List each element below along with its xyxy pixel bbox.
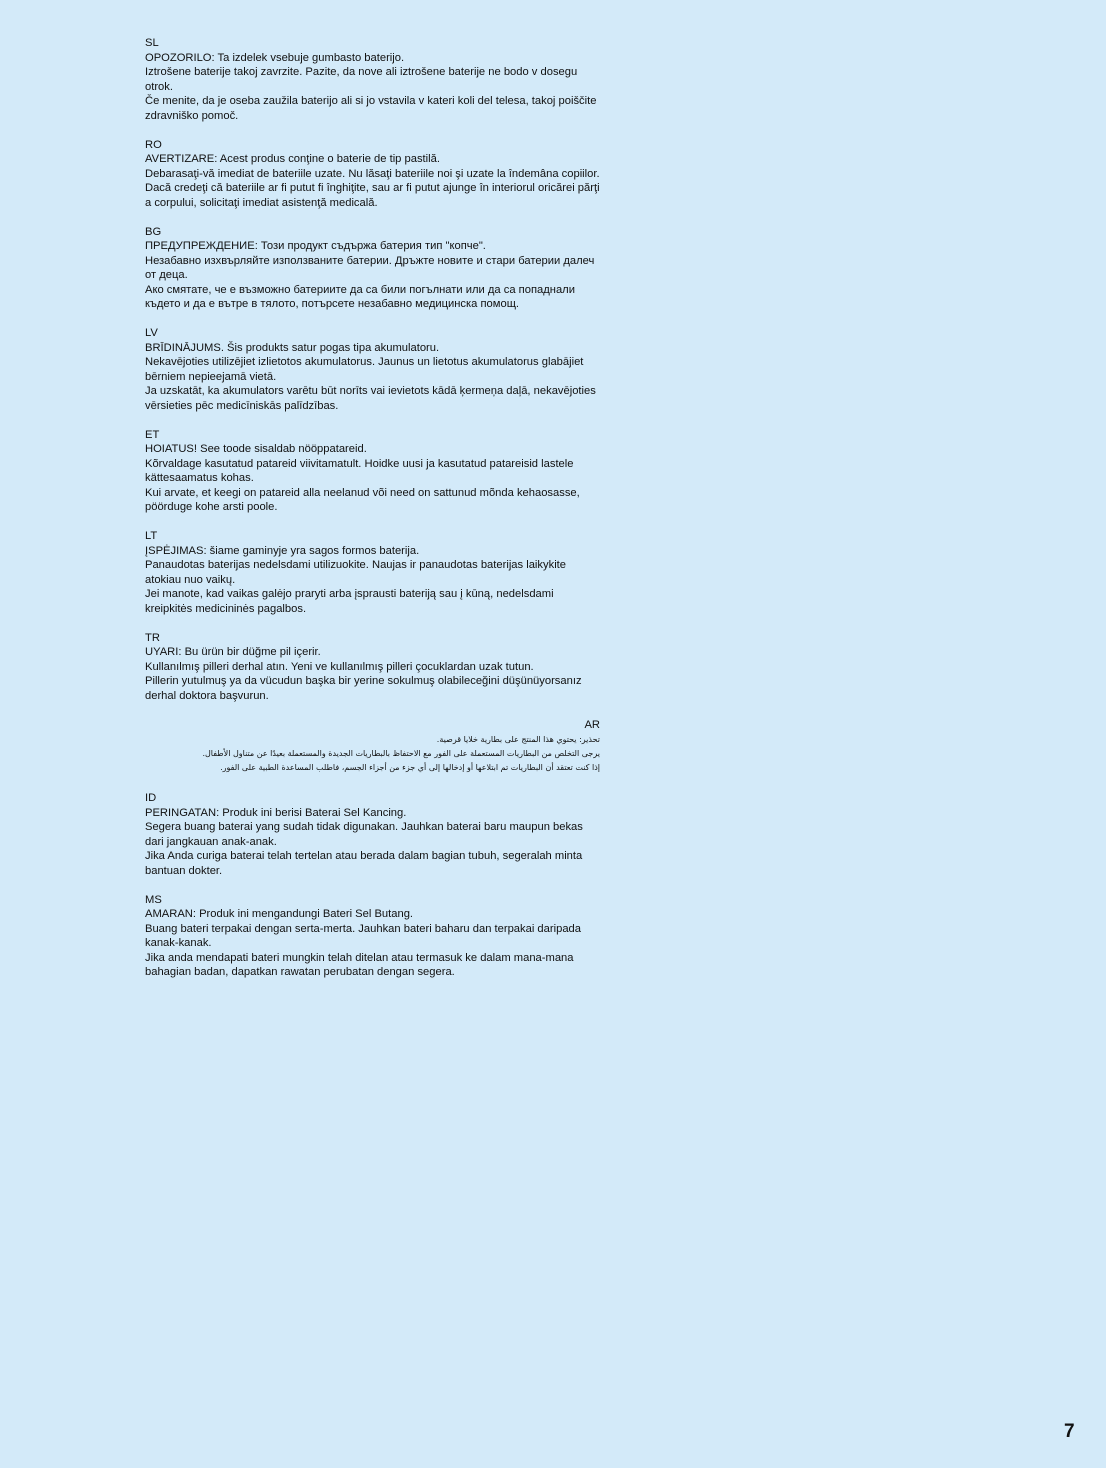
warning-line: ПРЕДУПРЕЖДЕНИЕ: Този продукт съдържа батерия тип "копче". bbox=[145, 240, 486, 252]
warning-line: BRĪDINĀJUMS. Šis produkts satur pogas tipa akumulatoru. bbox=[145, 341, 440, 354]
warning-line: Nekavējoties utilizējiet izlietotos akumulatorus. Jaunus un lietotus akumulatorus glabājiet bērniem nepieejamā vietā. bbox=[145, 356, 584, 383]
section-ms bbox=[145, 893, 600, 980]
warning-line: إذا كنت تعتقد أن البطاريات تم ابتلاعها أو إدخالها إلى أي جزء من أجزاء الجسم، فاطلب المساعدة الطبية على الفور. bbox=[220, 763, 600, 772]
warning-line: تحذير: يحتوي هذا المنتج على بطارية خلايا قرصية. bbox=[436, 735, 600, 744]
warning-line: Pillerin yutulmuş ya da vücudun başka bir yerine sokulmuş olabileceğini düşünüyorsanız derhal doktora başvurun. bbox=[145, 675, 582, 702]
language-code: MS bbox=[145, 893, 162, 906]
language-code: RO bbox=[145, 138, 162, 151]
warning-line: يرجى التخلص من البطاريات المستعملة على الفور مع الاحتفاظ بالبطاريات الجديدة والمستعملة بعيدًا عن متناول الأطفال. bbox=[202, 749, 600, 758]
language-code: BG bbox=[145, 225, 162, 238]
warning-line: Dacă credeţi că bateriile ar fi putut fi înghiţite, sau ar fi putut ajunge în interiorul oricărei părţi a corpului, solicitaţi imediat asistenţă medicală. bbox=[145, 182, 600, 209]
section-id bbox=[145, 791, 600, 878]
section-bg bbox=[145, 225, 600, 312]
warning-line: PERINGATAN: Produk ini berisi Baterai Sel Kancing. bbox=[145, 806, 407, 819]
language-code: LT bbox=[145, 530, 158, 542]
language-code: LV bbox=[145, 327, 158, 339]
warning-line: Jei manote, kad vaikas galėjo praryti arba įsprausti bateriją sau į kūną, nedelsdami kreipkitės medicininės pagalbos. bbox=[145, 588, 554, 615]
language-code: TR bbox=[145, 631, 160, 644]
warning-line: Ja uzskatāt, ka akumulators varētu būt norīts vai ievietots kādā ķermeņa daļā, nekavējoties vērsieties pēc medicīniskās palīdzības. bbox=[145, 385, 596, 412]
warning-line: Kullanılmış pilleri derhal atın. Yeni ve kullanılmış pilleri çocuklardan uzak tutun. bbox=[145, 660, 534, 673]
section-ar bbox=[145, 718, 600, 776]
language-code: SL bbox=[145, 37, 159, 49]
warning-line: Iztrošene baterije takoj zavrzite. Pazite, da nove ali iztrošene baterije ne bodo v dosegu otrok. bbox=[145, 66, 578, 93]
warning-line: AMARAN: Produk ini mengandungi Bateri Sel Butang. bbox=[145, 908, 414, 920]
section-lv bbox=[145, 326, 600, 413]
section-sl bbox=[145, 36, 600, 123]
language-code: AR bbox=[584, 718, 600, 731]
warning-line: Kui arvate, et keegi on patareid alla neelanud või need on sattunud mõnda kehaosasse, pöörduge kohe arsti poole. bbox=[145, 486, 580, 513]
warning-line: Ако смятате, че е възможно батериите да са били погълнати или да са попаднали където и да е вътре в тялото, потърсете незабавно медицинска помощ. bbox=[145, 283, 575, 310]
warning-line: Panaudotas baterijas nedelsdami utilizuokite. Naujas ir panaudotas baterijas laikykite atokiau nuo vaikų. bbox=[145, 559, 567, 586]
warning-line: ĮSPĖJIMAS: šiame gaminyje yra sagos formos baterija. bbox=[145, 544, 420, 557]
warning-line: Kõrvaldage kasutatud patareid viivitamatult. Hoidke uusi ja kasutatud patareisid lastele kättesaamatus kohas. bbox=[145, 457, 574, 484]
page-number: 7 bbox=[1064, 1421, 1075, 1442]
section-tr bbox=[145, 631, 600, 704]
warning-line: Debarasaţi-vă imediat de bateriile uzate. Nu lăsaţi bateriile noi şi uzate la îndemâna copiilor. bbox=[145, 167, 600, 180]
warning-line: HOIATUS! See toode sisaldab nööppatareid. bbox=[145, 443, 367, 455]
warning-line: UYARI: Bu ürün bir düğme pil içerir. bbox=[145, 646, 321, 658]
warning-line: Jika anda mendapati bateri mungkin telah ditelan atau termasuk ke dalam mana-mana bahagian badan, dapatkan rawatan perubatan dengan segera. bbox=[145, 951, 574, 978]
section-et bbox=[145, 428, 600, 515]
section-ro bbox=[145, 138, 600, 211]
warning-line: Jika Anda curiga baterai telah tertelan atau berada dalam bagian tubuh, segeralah minta bantuan dokter. bbox=[145, 850, 583, 877]
warning-line: Segera buang baterai yang sudah tidak digunakan. Jauhkan baterai baru maupun bekas dari jangkauan anak-anak. bbox=[145, 821, 583, 848]
warning-line: OPOZORILO: Ta izdelek vsebuje gumbasto baterijo. bbox=[145, 51, 405, 64]
warning-line: Če menite, da je oseba zaužila baterijo ali si jo vstavila v kateri koli del telesa, takoj poiščite zdravniško pomoč. bbox=[145, 95, 597, 122]
language-code: ID bbox=[145, 792, 157, 804]
warning-line: AVERTIZARE: Acest produs conţine o baterie de tip pastilă. bbox=[145, 153, 440, 165]
warning-line: Buang bateri terpakai dengan serta-merta. Jauhkan bateri baharu dan terpakai daripada kanak-kanak. bbox=[145, 922, 581, 949]
section-lt bbox=[145, 529, 600, 616]
warning-text-column bbox=[145, 36, 600, 994]
warning-line: Незабавно изхвърляйте използваните батерии. Дръжте новите и стари батерии далеч от деца. bbox=[145, 254, 595, 281]
language-code: ET bbox=[145, 428, 160, 441]
